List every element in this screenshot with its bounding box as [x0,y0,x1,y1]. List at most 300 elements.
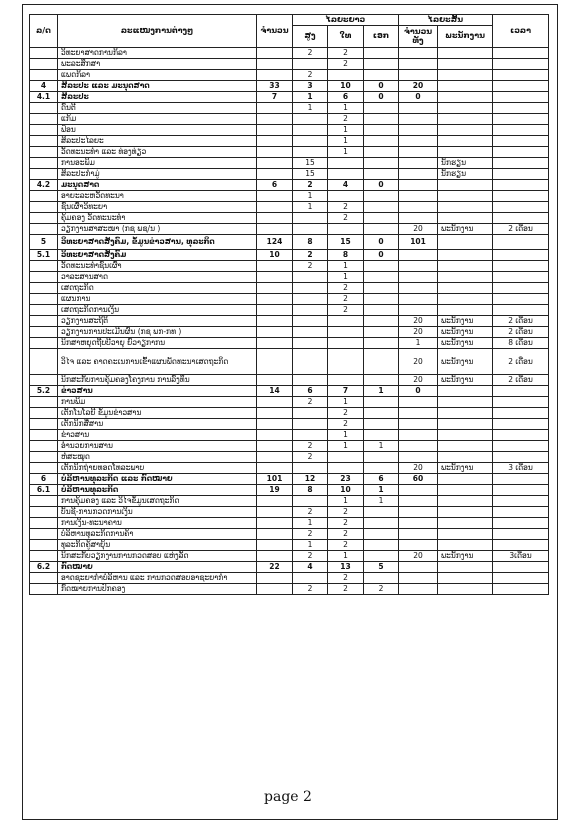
table-row [30,125,549,136]
cell-d [399,70,438,81]
header-list: ລະແໜງການຕ່າງໆ [58,15,257,48]
cell-name: ການເງິນ-ທະນາຄານ [58,518,257,529]
cell-total [257,338,293,349]
cell-b: 2 [328,518,364,529]
cell-c [364,283,399,294]
cell-b [328,338,364,349]
cell-d: 20 [399,551,438,562]
cell-d [399,419,438,430]
cell-b: 23 [328,474,364,485]
cell-no: 5.2 [30,386,58,397]
cell-b: 4 [328,180,364,191]
cell-e: ນັກຮຽນ [438,158,493,169]
cell-no [30,103,58,114]
cell-d [399,202,438,213]
table-row [30,386,549,397]
cell-e [438,430,493,441]
header-total: ຈຳນວນ [257,15,293,48]
cell-f [493,430,549,441]
table-row [30,224,549,235]
cell-f [493,92,549,103]
cell-total: 101 [257,474,293,485]
cell-a [293,349,328,375]
cell-b [328,327,364,338]
cell-no: 4.1 [30,92,58,103]
cell-c [364,419,399,430]
cell-f [493,103,549,114]
cell-d [399,250,438,261]
table-row [30,474,549,485]
cell-total: 14 [257,386,293,397]
cell-name: ດົນຕີ [58,103,257,114]
table-row [30,136,549,147]
cell-total [257,305,293,316]
table-row [30,250,549,261]
cell-no: 5 [30,235,58,250]
cell-b [328,224,364,235]
cell-c [364,213,399,224]
cell-c [364,540,399,551]
cell-b [328,452,364,463]
cell-d [399,496,438,507]
cell-name: ຫໍສະໝຸດ [58,452,257,463]
cell-c [364,224,399,235]
cell-e [438,540,493,551]
cell-d: 20 [399,349,438,375]
cell-total: 124 [257,235,293,250]
cell-total: 7 [257,92,293,103]
cell-total [257,125,293,136]
cell-c [364,463,399,474]
cell-a [293,496,328,507]
cell-a [293,573,328,584]
table-row [30,316,549,327]
cell-f [493,59,549,70]
cell-no [30,224,58,235]
cell-no [30,147,58,158]
cell-f [493,261,549,272]
cell-total [257,283,293,294]
cell-a: 2 [293,48,328,59]
cell-b: 15 [328,235,364,250]
cell-a [293,375,328,386]
cell-c: 0 [364,81,399,92]
cell-f [493,452,549,463]
cell-f [493,114,549,125]
cell-name: ພະລະສຶກສາ [58,59,257,70]
cell-f: 2 ເດືອນ [493,349,549,375]
cell-c: 6 [364,474,399,485]
cell-e: ພະນັກງານ [438,224,493,235]
cell-d: 20 [399,81,438,92]
cell-no [30,518,58,529]
cell-name: ເຕັກນິກຖ່າຍທອດໂທລະພາບ [58,463,257,474]
cell-total [257,70,293,81]
cell-name: ຂ່າວສານ [58,386,257,397]
cell-f [493,562,549,573]
cell-a: 2 [293,180,328,191]
cell-name: ບໍລິຫານທຸລະກິດ [58,485,257,496]
cell-a: 1 [293,202,328,213]
table-row [30,338,549,349]
cell-a [293,224,328,235]
cell-name: ວຽກງານສະຖິຕິ [58,316,257,327]
cell-c: 0 [364,92,399,103]
cell-b: 2 [328,59,364,70]
cell-no: 4 [30,81,58,92]
cell-f: 3ເດືອນ [493,551,549,562]
cell-total [257,496,293,507]
cell-b [328,191,364,202]
cell-no [30,283,58,294]
cell-name: ສິລະປະ [58,92,257,103]
cell-f [493,272,549,283]
table-row [30,584,549,595]
cell-total [257,213,293,224]
cell-e: ພະນັກງານ [438,316,493,327]
cell-e [438,92,493,103]
cell-no [30,125,58,136]
cell-c [364,70,399,81]
cell-name: ອາດຊະຍາກຳບໍລິຫານ ແລະ ການກວດສອບອາຊະຍາກຳ [58,573,257,584]
cell-b: 2 [328,529,364,540]
cell-no [30,419,58,430]
cell-a [293,294,328,305]
cell-name: ເຕັກນິກສື່ສານ [58,419,257,430]
cell-b: 1 [328,136,364,147]
table-row [30,463,549,474]
cell-f: 2 ເດືອນ [493,327,549,338]
cell-d [399,158,438,169]
cell-e: ນັກຮຽນ [438,169,493,180]
cell-a [293,213,328,224]
cell-e [438,584,493,595]
cell-no [30,59,58,70]
table-row [30,59,549,70]
cell-d [399,452,438,463]
cell-e: ພະນັກງານ [438,327,493,338]
header-long-term: ໄລຍະຍາວ [293,15,399,26]
cell-no [30,496,58,507]
cell-total [257,224,293,235]
cell-a [293,136,328,147]
cell-c [364,551,399,562]
cell-name: ວຽກງານສາສະໜາ (ກຊ ພຊ/ນ ) [58,224,257,235]
cell-name: ວັດທະນະທຳຊົນເຜົ່າ [58,261,257,272]
cell-f [493,584,549,595]
cell-b: 1 [328,147,364,158]
cell-b: 2 [328,305,364,316]
cell-e [438,485,493,496]
cell-c: 1 [364,441,399,452]
table-row [30,180,549,191]
cell-no [30,305,58,316]
cell-e [438,202,493,213]
cell-b: 1 [328,496,364,507]
header-doctor: ເອກ [364,26,399,48]
cell-c [364,338,399,349]
cell-total: 22 [257,562,293,573]
cell-a [293,125,328,136]
cell-f: 2 ເດືອນ [493,375,549,386]
cell-c: 1 [364,496,399,507]
cell-name: ເສດຖະກິດ [58,283,257,294]
cell-d [399,136,438,147]
cell-e [438,283,493,294]
cell-no [30,430,58,441]
cell-f [493,158,549,169]
cell-no [30,114,58,125]
cell-d [399,430,438,441]
cell-total [257,59,293,70]
cell-a: 2 [293,584,328,595]
cell-a [293,147,328,158]
cell-no [30,529,58,540]
cell-e [438,114,493,125]
cell-total [257,294,293,305]
cell-f [493,496,549,507]
cell-c: 0 [364,250,399,261]
table-row [30,81,549,92]
cell-name: ວາລະສານສາດ [58,272,257,283]
cell-a: 4 [293,562,328,573]
cell-name: ຄຸ້ມຄອງ ວັດທະນະທຳ [58,213,257,224]
cell-d [399,114,438,125]
cell-a: 2 [293,250,328,261]
cell-e [438,562,493,573]
cell-d [399,261,438,272]
cell-b: 10 [328,485,364,496]
cell-no [30,202,58,213]
cell-b [328,463,364,474]
table-row [30,114,549,125]
cell-e [438,507,493,518]
cell-b: 1 [328,103,364,114]
cell-c [364,191,399,202]
cell-a [293,338,328,349]
cell-c [364,158,399,169]
cell-no: 5.1 [30,250,58,261]
cell-total [257,452,293,463]
table-row [30,261,549,272]
cell-c [364,261,399,272]
cell-name: ການພິມ [58,397,257,408]
cell-f [493,397,549,408]
cell-c [364,397,399,408]
table-row [30,507,549,518]
cell-c: 1 [364,485,399,496]
cell-no [30,507,58,518]
cell-d [399,573,438,584]
cell-total [257,573,293,584]
cell-f [493,169,549,180]
cell-e: ພະນັກງານ [438,551,493,562]
cell-a: 1 [293,518,328,529]
cell-c [364,305,399,316]
table-row [30,305,549,316]
cell-name: ເສດຖະກິດການເງິນ [58,305,257,316]
cell-c [364,529,399,540]
cell-e [438,59,493,70]
cell-f [493,386,549,397]
cell-name: ການຄຸ້ມຄອງ ແລະ ວິໄຈຂໍ້ມູນເສດຖະກິດ [58,496,257,507]
cell-a: 2 [293,441,328,452]
cell-name: ກົດໝາຍ [58,562,257,573]
table-row [30,485,549,496]
cell-f: 2 ເດືອນ [493,316,549,327]
table-row [30,562,549,573]
cell-d [399,562,438,573]
header-no: ລ/ດ [30,15,58,48]
cell-d [399,529,438,540]
cell-no [30,169,58,180]
cell-b: 2 [328,419,364,430]
cell-a [293,316,328,327]
cell-c [364,573,399,584]
cell-name: ການອະພິມ [58,158,257,169]
cell-d: 60 [399,474,438,485]
cell-f [493,518,549,529]
cell-no: 6.2 [30,562,58,573]
cell-b: 6 [328,92,364,103]
cell-a [293,430,328,441]
header-duration: ເວລາ [493,15,549,48]
cell-e: ພະນັກງານ [438,375,493,386]
cell-c [364,147,399,158]
cell-total: 10 [257,250,293,261]
cell-f [493,419,549,430]
cell-e [438,213,493,224]
cell-b: 13 [328,562,364,573]
cell-b: 2 [328,507,364,518]
cell-no [30,397,58,408]
table-row [30,283,549,294]
cell-e [438,261,493,272]
cell-a: 2 [293,397,328,408]
cell-e [438,191,493,202]
cell-total [257,551,293,562]
cell-name: ວຽກງານການປະເມີນຜົນ (ກຊ ພກ-ກທ ) [58,327,257,338]
cell-e [438,474,493,485]
cell-c [364,430,399,441]
cell-a: 2 [293,551,328,562]
cell-total [257,169,293,180]
table-row [30,540,549,551]
cell-total [257,397,293,408]
cell-name: ນິກສະກັບວຽກງານການກວດສອບ ແຫ່ງລັດ [58,551,257,562]
cell-no [30,158,58,169]
cell-e [438,305,493,316]
cell-d [399,191,438,202]
cell-total [257,419,293,430]
cell-c [364,316,399,327]
cell-c [364,202,399,213]
cell-a [293,114,328,125]
cell-f: 8 ເດືອນ [493,338,549,349]
cell-a: 2 [293,70,328,81]
cell-d [399,48,438,59]
cell-no [30,316,58,327]
cell-name: ສິລະປະ ແລະ ມະນຸດສາດ [58,81,257,92]
cell-name: ວິທະຍາສາດສັງຄົມ, ຂໍ້ມູນຂ່າວສານ, ທຸລະກິດ [58,235,257,250]
cell-f [493,507,549,518]
cell-b: 1 [328,272,364,283]
cell-d [399,180,438,191]
cell-total [257,518,293,529]
table-row [30,496,549,507]
page-number: page 2 [264,789,312,805]
cell-f: 2 ເດືອນ [493,224,549,235]
cell-d [399,283,438,294]
cell-a [293,272,328,283]
cell-f [493,70,549,81]
cell-f [493,235,549,250]
cell-a: 2 [293,452,328,463]
cell-f [493,250,549,261]
cell-a: 12 [293,474,328,485]
cell-total: 33 [257,81,293,92]
cell-no [30,294,58,305]
cell-a: 1 [293,92,328,103]
cell-e [438,496,493,507]
cell-f [493,474,549,485]
cell-d [399,59,438,70]
cell-b [328,349,364,375]
cell-a: 3 [293,81,328,92]
table-row [30,147,549,158]
cell-c [364,59,399,70]
cell-c: 2 [364,584,399,595]
cell-c [364,103,399,114]
cell-d [399,507,438,518]
table-row [30,213,549,224]
cell-f [493,202,549,213]
cell-a: 8 [293,235,328,250]
cell-e [438,529,493,540]
cell-name: ບັນຊີ-ການກວດການເງິນ [58,507,257,518]
cell-c [364,327,399,338]
cell-d [399,540,438,551]
cell-d: 1 [399,338,438,349]
cell-e [438,81,493,92]
cell-e [438,103,493,114]
cell-c [364,169,399,180]
cell-b: 8 [328,250,364,261]
cell-total [257,430,293,441]
cell-total [257,507,293,518]
header-bachelor: ໃທ [328,26,364,48]
cell-f [493,136,549,147]
cell-total [257,327,293,338]
cell-e [438,125,493,136]
table-row [30,158,549,169]
cell-no [30,551,58,562]
cell-no [30,573,58,584]
cell-b [328,70,364,81]
cell-d: 0 [399,92,438,103]
cell-name: ຂ່າວສານ [58,430,257,441]
cell-no: 6 [30,474,58,485]
cell-d [399,485,438,496]
cell-d [399,125,438,136]
cell-b: 1 [328,125,364,136]
cell-no [30,540,58,551]
table-row [30,430,549,441]
cell-d [399,147,438,158]
cell-no [30,213,58,224]
cell-e [438,518,493,529]
staff-training-table [29,14,549,595]
